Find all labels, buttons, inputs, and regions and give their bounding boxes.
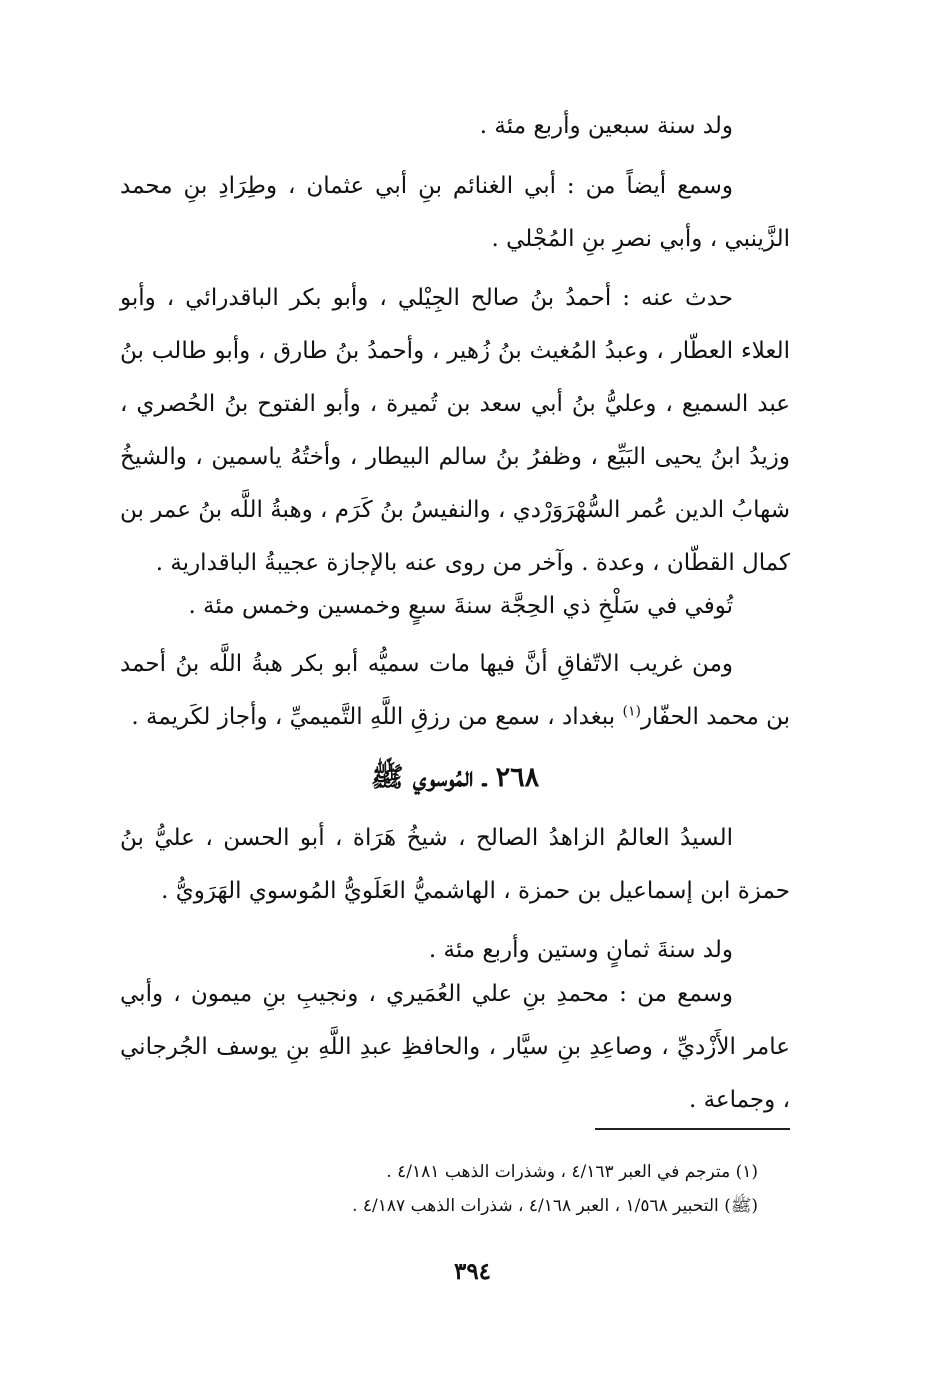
coincidence-text-part1: ومن غريب الاتّفاقِ أنَّ فيها مات سميُّه أبو بكر هبةُ اللَّه بنُ أحمد بن محمد الحفّار — [120, 651, 790, 730]
paragraph-birth-year: ولد سنة سبعين وأربع مئة . — [479, 113, 733, 139]
footnote-2: (ﷺ) التحبير ١/٥٦٨ ، العبر ٤/١٦٨ ، شذرات الذهب ٤/١٨٧ . — [352, 1196, 758, 1216]
paragraph-heard-from-2: وسمع من : محمدِ بنِ علي العُمَيري ، ونجيبِ بنِ ميمون ، وأبي عامر الأَزْديِّ ، وصاعِدِ بنِ سيَّار ، والحافظِ عبدِ اللَّهِ بنِ يوسف الجُرجاني ، وجماعة . — [120, 981, 790, 1113]
footnote-1: (١) مترجم في العبر ٤/١٦٣ ، وشذرات الذهب ٤/١٨١ . — [386, 1162, 758, 1182]
footnote-reference-1: (١) — [622, 703, 641, 720]
paragraph-heard-from: وسمع أيضاً من : أبي الغنائم بنِ أبي عثمان ، وطِرَادِ بنِ محمد الزَّينبي ، وأبي نصرِ بنِ المُجْلي . — [120, 173, 790, 252]
footnote-separator — [595, 1128, 790, 1130]
paragraph-birth-year-2: ولد سنةَ ثمانٍ وستين وأربع مئة . — [428, 937, 733, 963]
coincidence-text-part2: ببغداد ، سمع من رزقِ اللَّهِ التَّميميِّ ، وأجاز لكَريمة . — [131, 704, 616, 730]
paragraph-coincidence — [120, 638, 790, 744]
paragraph-biography: السيدُ العالمُ الزاهدُ الصالح ، شيخُ هَرَاة ، أبو الحسن ، عليُّ بنُ حمزة ابن إسماعيل بن حمزة ، الهاشميُّ العَلَويُّ المُوسوي الهَرَويُّ . — [120, 825, 790, 904]
paragraph-narrated-from-him: حدث عنه : أحمدُ بنُ صالح الجِيْلي ، وأبو بكر الباقدرائي ، وأبو العلاء العطّار ، وعبدُ المُغيث بنُ زُهير ، وأحمدُ بنُ طارق ، وأبو طالب بنُ عبد السميع ، وعليُّ بنُ أبي سعد بن تُميرة ، وأبو الفتوح بنُ الحُصري ، وزيدُ ابنُ يحيى البَيِّع ، وظفرُ بنُ سالم البيطار ، وأختُهُ ياسمين ، والشيخُ شهابُ الدين عُمر السُّهْرَوَرْدي ، والنفيسُ بنُ كَرَم ، وهبةُ اللَّه بنُ عمر بن كمال القطّان ، وعدة . وآخر من روى عنه بالإجازة عجيبةُ الباقدارية . — [120, 285, 790, 576]
page-number: ٣٩٤ — [453, 1258, 492, 1285]
paragraph-death-date: تُوفي في سَلْخِ ذي الحِجَّة سنةَ سبعٍ وخمسين وخمس مئة . — [188, 593, 733, 619]
entry-heading: ٢٦٨ ـ المُوسوي ﷺ — [370, 762, 540, 793]
